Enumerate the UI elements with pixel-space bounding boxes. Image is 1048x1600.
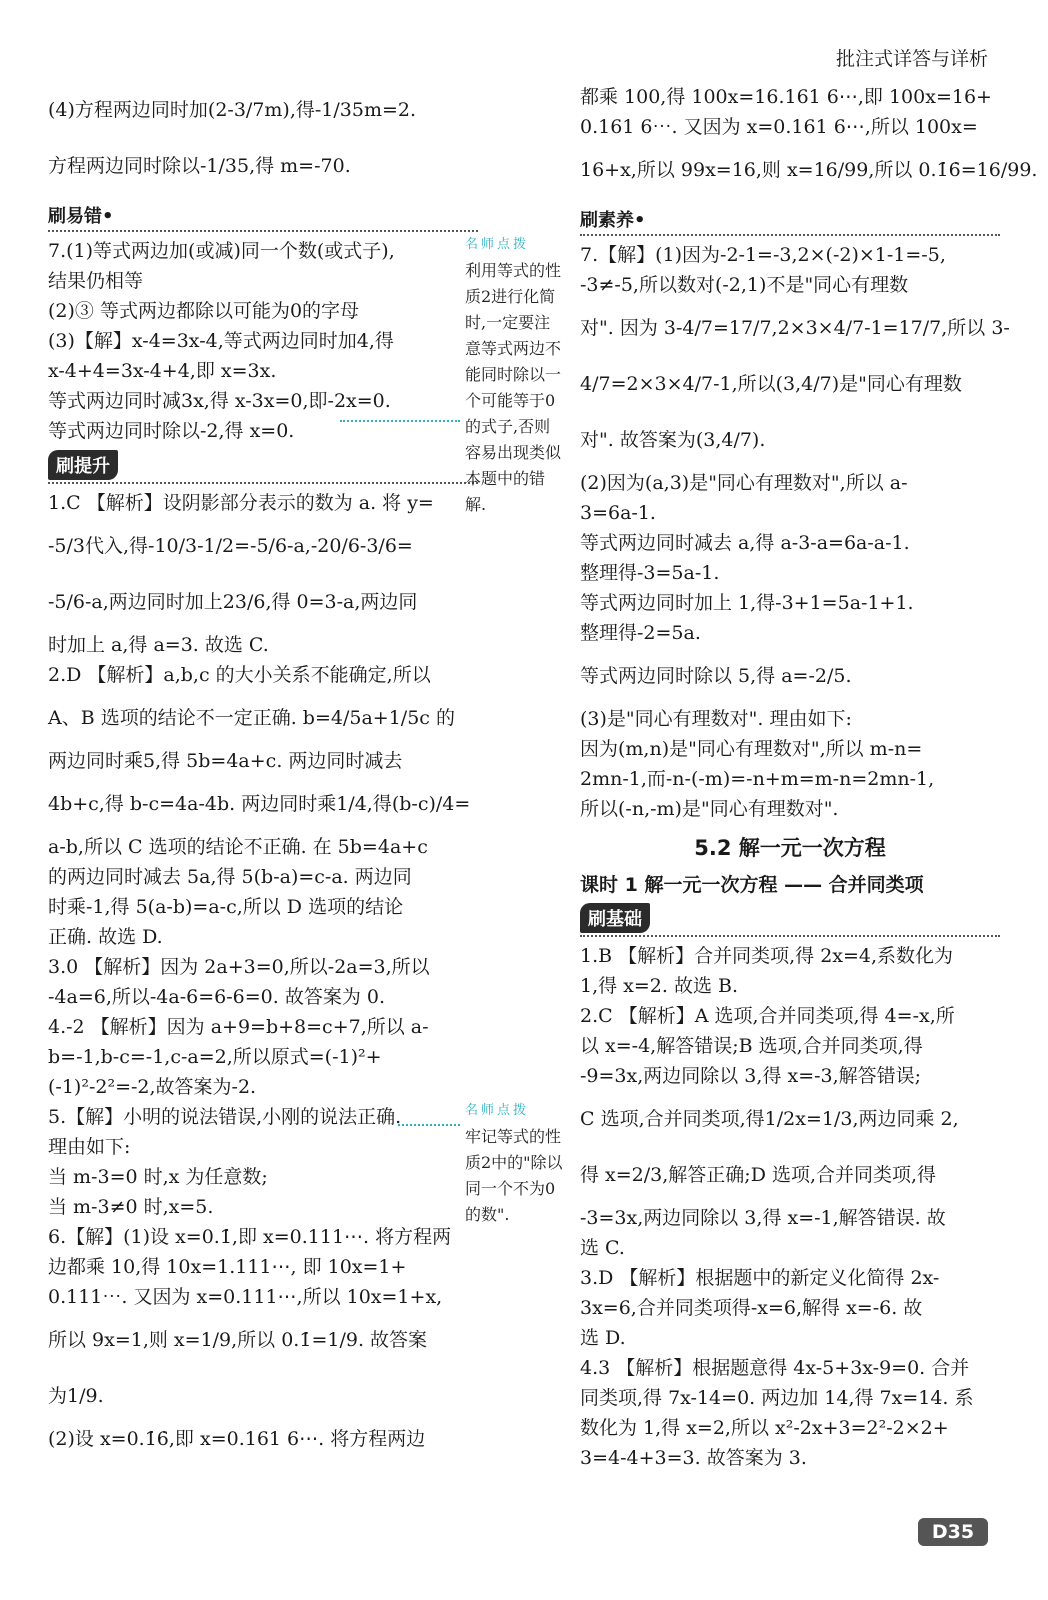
margin-note-2	[465, 1098, 565, 1228]
text-line: (4)方程两边同时加(2-3/7m),得-1/35m=2.	[48, 99, 417, 121]
running-header: 批注式详答与详析	[835, 48, 988, 70]
text-line: 对". 因为 3-4/7=17/7,2×3×4/7-1=17/7,所以 3-	[580, 317, 1010, 339]
section-heading-jichu	[580, 903, 1000, 937]
text-line: 时乘-1,得 5(a-b)=a-c,所以 D 选项的结论	[48, 896, 404, 918]
text-line: 1.C 【解析】设阴影部分表示的数为 a. 将 y=	[48, 492, 434, 514]
text-line: 等式两边同时除以-2,得 x=0.	[48, 420, 295, 442]
text-line: 因为(m,n)是"同心有理数对",所以 m-n=	[580, 738, 923, 760]
text-line: 3x=6,合并同类项得-x=6,解得 x=-6. 故	[580, 1297, 923, 1319]
text-line: 3=6a-1.	[580, 502, 656, 524]
text-line: 3=4-4+3=3. 故答案为 3.	[580, 1447, 807, 1469]
text-line: 4.3 【解析】根据题意得 4x-5+3x-9=0. 合并	[580, 1357, 970, 1379]
question-3	[48, 952, 478, 1012]
text-line: 4b+c,得 b-c=4a-4b. 两边同时乘1/4,得(b-c)/4=	[48, 793, 471, 815]
text-line: 1,得 x=2. 故选 B.	[580, 975, 739, 997]
text-line: 的两边同时减去 5a,得 5(b-a)=c-a. 两边同	[48, 866, 412, 888]
text-line: 两边同时乘5,得 5b=4a+c. 两边同时减去	[48, 750, 403, 772]
text-line: (2)③ 等式两边都除以可能为0的字母	[48, 300, 360, 322]
text-line: 2.C 【解析】A 选项,合并同类项,得 4=-x,所	[580, 1005, 955, 1027]
section-heading-suyang: 刷素养•	[580, 202, 1000, 236]
text-line: -4a=6,所以-4a-6=6-6=0. 故答案为 0.	[48, 986, 385, 1008]
section-heading-tisheng	[48, 450, 478, 484]
text-line: 6.【解】(1)设 x=0.1̇,即 x=0.111⋯. 将方程两	[48, 1226, 452, 1248]
text-line: 整理得-2=5a.	[580, 622, 701, 644]
text-line: (2)因为(a,3)是"同心有理数对",所以 a-	[580, 472, 908, 494]
text-line: 为1/9.	[48, 1385, 104, 1407]
margin-note-1	[465, 232, 565, 518]
text-line: 都乘 100,得 100x=16.161 6⋯,即 100x=16+	[580, 86, 992, 108]
text-line: -3≠-5,所以数对(-2,1)不是"同心有理数	[580, 274, 909, 296]
text-line: -5/3代入,得-10/3-1/2=-5/6-a,-20/6-3/6=	[48, 535, 413, 557]
text-line: C 选项,合并同类项,得1/2x=1/3,两边同乘 2,	[580, 1108, 959, 1130]
text-line: a-b,所以 C 选项的结论不正确. 在 5b=4a+c	[48, 836, 428, 858]
text-line: 2.D 【解析】a,b,c 的大小关系不能确定,所以	[48, 664, 431, 686]
text-line: 3.D 【解析】根据题中的新定义化简得 2x-	[580, 1267, 940, 1289]
text-line: 所以 9x=1,则 x=1/9,所以 0.1̇=1/9. 故答案	[48, 1329, 428, 1351]
text-line: 0.161 6⋯. 又因为 x=0.161 6⋯,所以 100x=	[580, 116, 978, 138]
section-badge: 刷基础	[580, 903, 650, 933]
note-text: 牢记等式的性质2中的"除以同一个不为0的数".	[465, 1127, 563, 1224]
left-column	[48, 82, 478, 1454]
text-line: 2mn-1,而-n-(-m)=-n+m=m-n=2mn-1,	[580, 768, 935, 790]
text-line: 4.-2 【解析】因为 a+9=b+8=c+7,所以 a-	[48, 1016, 429, 1038]
note-text: 利用等式的性质2进行化简时,一定要注意等式两边不能同时除以一个可能等于0的式子,否则容易出现类似本题中的错解.	[465, 261, 562, 514]
basic-question-4	[580, 1353, 1000, 1473]
text-line: 结果仍相等	[48, 270, 144, 292]
text-line: 0.111⋯. 又因为 x=0.111⋯,所以 10x=1+x,	[48, 1286, 443, 1308]
right-column	[580, 82, 1038, 1473]
text-line: 理由如下:	[48, 1136, 131, 1158]
text-line: (2)设 x=0.1̇6̇,即 x=0.161 6⋯. 将方程两边	[48, 1428, 426, 1450]
lesson-title: 课时 1 解一元一次方程 —— 合并同类项	[580, 874, 924, 896]
text-line: 所以(-n,-m)是"同心有理数对".	[580, 798, 839, 820]
text-line: 等式两边同时除以 5,得 a=-2/5.	[580, 665, 852, 687]
text-line: 7.(1)等式两边加(或减)同一个数(或式子),	[48, 240, 395, 262]
text-line: -5/6-a,两边同时加上23/6,得 0=3-a,两边同	[48, 591, 418, 613]
text-line: A、B 选项的结论不一定正确. b=4/5a+1/5c 的	[48, 707, 455, 729]
text-line: 边都乘 10,得 10x=1.111⋯, 即 10x=1+	[48, 1256, 407, 1278]
page-number: D35	[918, 1518, 988, 1546]
section-title: 5.2 解一元一次方程	[694, 836, 886, 860]
section-badge: 刷提升	[48, 450, 118, 480]
text-line: 选 C.	[580, 1237, 625, 1259]
question-5	[48, 1102, 478, 1222]
text-line: (-1)²-2²=-2,故答案为-2.	[48, 1076, 257, 1098]
text-line: -9=3x,两边同除以 3,得 x=-3,解答错误;	[580, 1065, 922, 1087]
text-line: 1.B 【解析】合并同类项,得 2x=4,系数化为	[580, 945, 954, 967]
text-line: 7.【解】(1)因为-2-1=-3,2×(-2)×1-1=-5,	[580, 244, 946, 266]
basic-question-1	[580, 941, 1000, 1001]
text-line: 3.0 【解析】因为 2a+3=0,所以-2a=3,所以	[48, 956, 430, 978]
text-line: 整理得-3=5a-1.	[580, 562, 720, 584]
question-6	[48, 1222, 478, 1454]
question-4	[48, 1012, 478, 1102]
text-line: 等式两边同时加上 1,得-3+1=5a-1+1.	[580, 592, 914, 614]
question-1	[48, 488, 478, 660]
text-line: 5.【解】小明的说法错误,小刚的说法正确.	[48, 1106, 402, 1128]
basic-question-3	[580, 1263, 1000, 1353]
text-line: (3)【解】x-4=3x-4,等式两边同时加4,得	[48, 330, 394, 352]
text-line: x-4+4=3x-4+4,即 x=3x.	[48, 360, 277, 382]
text-line: 4/7=2×3×4/7-1,所以(3,4/7)是"同心有理数	[580, 373, 962, 395]
note-arrow	[398, 1124, 460, 1126]
text-line: b=-1,b-c=-1,c-a=2,所以原式=(-1)²+	[48, 1046, 382, 1068]
text-line: 16+x,所以 99x=16,则 x=16/99,所以 0.1̇6̇=16/99.	[580, 159, 1038, 181]
note-arrow	[340, 420, 460, 422]
text-line: 当 m-3=0 时,x 为任意数;	[48, 1166, 268, 1188]
text-line: 同类项,得 7x-14=0. 两边加 14,得 7x=14. 系	[580, 1387, 974, 1409]
text-line: (3)是"同心有理数对". 理由如下:	[580, 708, 852, 730]
section-heading-yicuo: 刷易错•	[48, 198, 478, 232]
text-line: 得 x=2/3,解答正确;D 选项,合并同类项,得	[580, 1164, 937, 1186]
question-7-right	[580, 240, 1010, 824]
question-7-left	[48, 236, 478, 446]
text-line: 当 m-3≠0 时,x=5.	[48, 1196, 214, 1218]
text-line: 数化为 1,得 x=2,所以 x²-2x+3=2²-2×2+	[580, 1417, 949, 1439]
note-heading: 名师点拨	[465, 1103, 530, 1118]
basic-question-2	[580, 1001, 1000, 1263]
question-2	[48, 660, 478, 952]
text-line: 正确. 故选 D.	[48, 926, 163, 948]
text-line: 等式两边同时减3x,得 x-3x=0,即-2x=0.	[48, 390, 391, 412]
note-heading: 名师点拨	[465, 237, 530, 252]
text-line: 以 x=-4,解答错误;B 选项,合并同类项,得	[580, 1035, 923, 1057]
text-line: 方程两边同时除以-1/35,得 m=-70.	[48, 155, 351, 177]
text-line: -3=3x,两边同除以 3,得 x=-1,解答错误. 故	[580, 1207, 946, 1229]
text-line: 选 D.	[580, 1327, 626, 1349]
text-line: 时加上 a,得 a=3. 故选 C.	[48, 634, 269, 656]
text-line: 对". 故答案为(3,4/7).	[580, 429, 766, 451]
text-line: 等式两边同时减去 a,得 a-3-a=6a-a-1.	[580, 532, 910, 554]
